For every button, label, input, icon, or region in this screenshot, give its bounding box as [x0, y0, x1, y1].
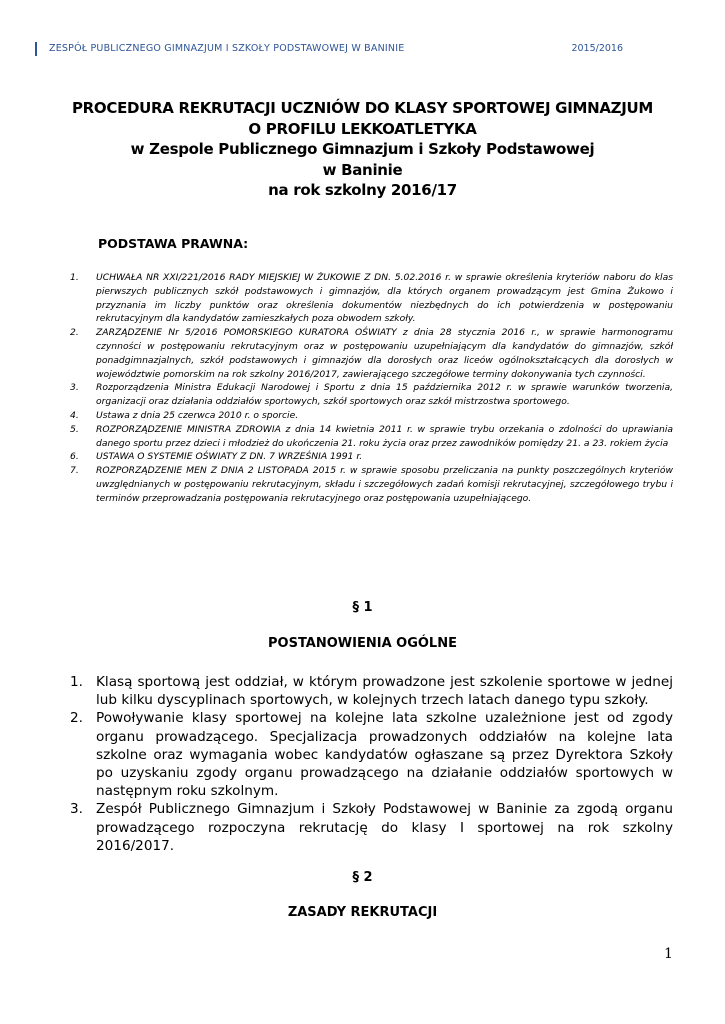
list-item: 6. USTAWA O SYSTEMIE OŚWIATY Z DN. 7 WRZEŚNIA 1991 r. [70, 451, 363, 463]
list-item: 1. Klasą sportową jest oddział, w którym prowadzone jest szkolenie sportowe w jednej lub kilku dyscyplinach sportowych, w kolejnych trzech latach danego typu szkoły. [70, 674, 673, 709]
section-1-list [70, 673, 673, 855]
title-line-3: w Zespole Publicznego Gimnazjum i Szkoły Podstawowej [130, 140, 595, 158]
list-item: 7. ROZPORZĄDZENIE MEN Z DNIA 2 LISTOPADA 2015 r. w sprawie sposobu przeliczania na punkty poszczególnych kryteriów uwzględnianych w postępowaniu rekrutacyjnym, składu i szczegółowych zadań komisji rekrutacyjnej, szczegółowego trybu i terminów przeprowadzania postępowania rekrutacyjnego oraz postępowania uzupełniającego. [70, 465, 673, 504]
title-line-2: O PROFILU LEKKOATLETYKA [248, 119, 477, 138]
list-item: 5. ROZPORZĄDZENIE MINISTRA ZDROWIA z dnia 14 kwietnia 2011 r. w sprawie trybu orzekania o zdolności do uprawiania danego sportu przez dzieci i młodzież do ukończenia 21. roku życia oraz przez zawodników pomiędzy 21. a 23. rokiem życia [70, 423, 673, 449]
document-title [40, 98, 685, 201]
legal-basis-list [70, 271, 673, 506]
title-line-1: PROCEDURA REKRUTACJI UCZNIÓW DO KLASY SPORTOWEJ GIMNAZJUM [71, 99, 654, 117]
list-item: 2. ZARZĄDZENIE Nr 5/2016 POMORSKIEGO KURATORA OŚWIATY z dnia 28 stycznia 2016 r., w sprawie harmonogramu czynności w postępowaniu rekrutacyjnym oraz w postępowaniu uzupełniającym dla kandydatów do gimnazjów, szkół ponadgimnazjalnych, szkół podstawowych i gimnazjów dla dorosłych oraz liceów ogólnokształcących dla dorosłych w województwie pomorskim na rok szkolny 2016/2017, zawierającego szczegółowe terminy dokonywania tych czynności. [70, 327, 673, 380]
list-item: 2. Powoływanie klasy sportowej na kolejne lata szkolne uzależnione jest od zgody organu prowadzącego. Specjalizacja prowadzonych oddziałów na kolejne lata szkolne oraz wymagania wobec kandydatów ogłaszane są przez Dyrektora Szkoły po uzyskaniu zgody organu prowadzącego na działanie oddziałów sportowych w następnym roku szkolnym. [70, 710, 673, 800]
running-header [35, 42, 635, 56]
section-2-number: § 2 [352, 870, 373, 885]
legal-basis-heading: PODSTAWA PRAWNA: [98, 236, 249, 251]
title-line-4: w Baninie [322, 160, 403, 179]
list-item: 3. Rozporządzenia Ministra Edukacji Narodowej i Sportu z dnia 15 października 2012 r. w sprawie warunków tworzenia, organizacji oraz działania oddziałów sportowych, szkół sportowych oraz szkół mistrzostwa sportowego. [70, 382, 673, 408]
header-school-name: ZESPÓŁ PUBLICZNEGO GIMNAZJUM I SZKOŁY PODSTAWOWEJ W BANINIE [49, 43, 405, 54]
title-line-5: na rok szkolny 2016/17 [268, 181, 457, 199]
list-item: 1. UCHWAŁA NR XXI/221/2016 RADY MIEJSKIEJ W ŻUKOWIE Z DN. 5.02.2016 r. w sprawie określenia kryteriów naboru do klas pierwszych publicznych szkół podstawowych i gimnazjów, dla których organem prowadzącym jest Gmina Żukowo i przyznania im liczby punktów oraz określenia dokumentów niezbędnych do ich potwierdzenia w postępowaniu rekrutacyjnym dla kandydatów zamieszkałych poza obwodem szkoły. [70, 272, 673, 325]
list-item: 3. Zespół Publicznego Gimnazjum i Szkoły Podstawowej w Baninie za zgodą organu prowadzącego rozpoczyna rekrutację do klasy I sportowej na rok szkolny 2016/2017. [70, 801, 673, 854]
section-1-heading: POSTANOWIENIA OGÓLNE [268, 636, 457, 651]
page-number: 1 [664, 946, 673, 962]
section-2-heading: ZASADY REKRUTACJI [287, 905, 438, 920]
header-school-year: 2015/2016 [571, 43, 623, 54]
section-1-number: § 1 [352, 600, 373, 615]
list-item: 4. Ustawa z dnia 25 czerwca 2010 r. o sporcie. [70, 409, 299, 421]
